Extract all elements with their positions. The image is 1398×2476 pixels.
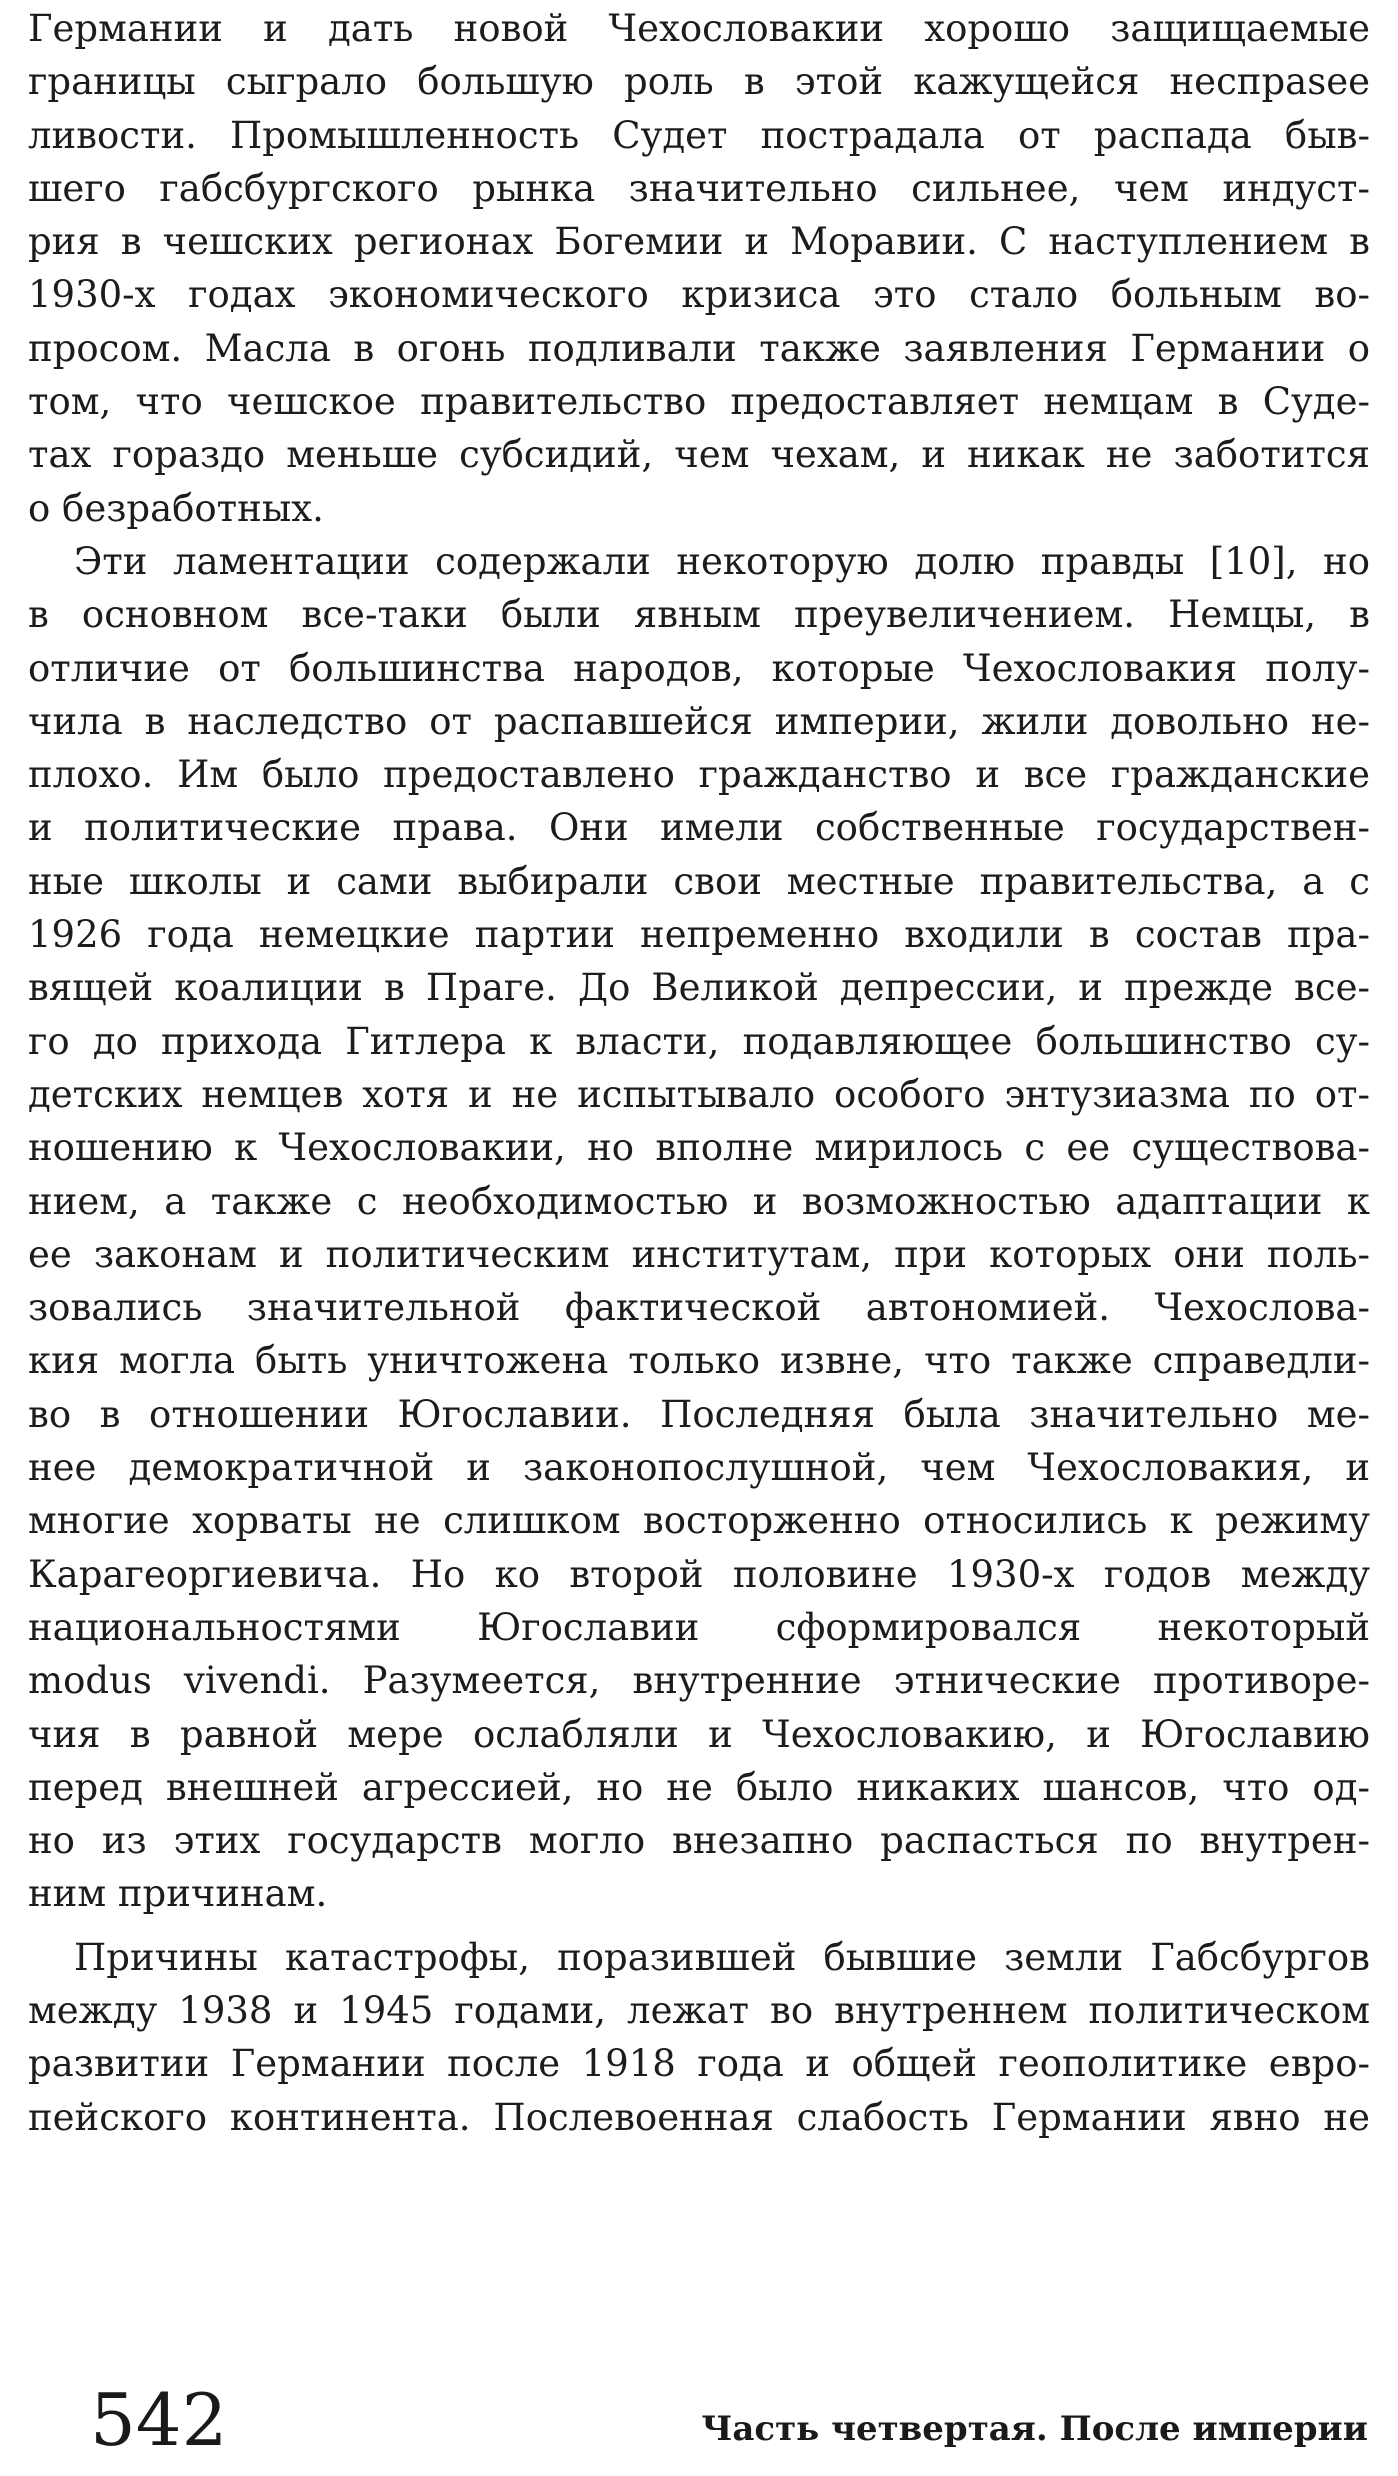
text-line: нием, а также с необходимостью и возможностью адаптации к	[28, 1179, 1370, 1223]
text-line: ее законам и политическим институтам, при которых они поль-	[28, 1232, 1370, 1276]
text-line: рия в чешских регионах Богемии и Моравии. С наступлением в	[28, 220, 1370, 264]
text-line: 1926 года немецкие партии непременно входили в состав пра-	[28, 913, 1370, 957]
text-line: Эти ламентации содержали некоторую долю правды [10], но	[74, 539, 1370, 583]
text-line: перед внешней агрессией, но не было никаких шансов, что од-	[28, 1765, 1370, 1809]
text-line: но из этих государств могло внезапно распасться по внутрен-	[28, 1819, 1370, 1863]
text-line: и политические права. Они имели собственные государствен-	[28, 806, 1370, 850]
text-line: том, что чешское правительство предоставляет немцам в Суде-	[28, 380, 1370, 424]
text-line: ношению к Чехословакии, но вполне мирилось с ее существова-	[28, 1126, 1370, 1170]
text-line: чия в равной мере ослабляли и Чехословакию, и Югославию	[28, 1712, 1370, 1756]
text-line: вящей коалиции в Праге. До Великой депрессии, и прежде все-	[28, 966, 1370, 1010]
text-line: плохо. Им было предоставлено гражданство и все гражданские	[28, 753, 1370, 797]
text-line: Германии и дать новой Чехословакии хорошо защищаемые	[28, 7, 1370, 50]
text-line: Причины катастрофы, поразившей бывшие земли Габсбургов	[74, 1935, 1370, 1979]
text-line: просом. Масла в огонь подливали также заявления Германии о	[28, 326, 1370, 370]
body-text	[28, 2, 1370, 2144]
text-line: многие хорваты не слишком восторженно относились к режиму	[28, 1499, 1370, 1543]
text-line: о безработных.	[28, 486, 324, 530]
text-line: отличие от большинства народов, которые Чехословакия полу-	[28, 646, 1370, 690]
text-line: границы сыграло большую роль в этой кажущейся неспраsee	[28, 60, 1370, 104]
text-line: тах гораздо меньше субсидий, чем чехам, и никак не заботится	[28, 433, 1370, 477]
text-line: ные школы и сами выбирали свои местные правительства, а с	[28, 859, 1370, 903]
text-line: между 1938 и 1945 годами, лежат во внутреннем политическом	[28, 1988, 1370, 2032]
text-line: ливости. Промышленность Судет пострадала от распада быв-	[28, 113, 1370, 157]
text-line: пейского континента. Послевоенная слабость Германии явно не	[28, 2095, 1370, 2139]
text-line: modus vivendi. Разумеется, внутренние этнические противоре-	[28, 1659, 1370, 1703]
text-line: в основном все-таки были явным преувеличением. Немцы, в	[28, 593, 1370, 637]
text-line: го до прихода Гитлера к власти, подавляющее большинство су-	[28, 1019, 1370, 1063]
page-number: 542	[90, 2378, 228, 2462]
text-line: чила в наследство от распавшейся империи, жили довольно не-	[28, 699, 1370, 743]
text-line: национальностями Югославии сформировался некоторый	[28, 1605, 1370, 1649]
text-line: ним причинам.	[28, 1872, 328, 1916]
text-line: детских немцев хотя и не испытывало особого энтузиазма по от-	[28, 1072, 1370, 1116]
paragraph-gap	[28, 1921, 1370, 1931]
text-line: шего габсбургского рынка значительно сильнее, чем индуст-	[28, 166, 1370, 210]
text-line: кия могла быть уничтожена только извне, что также справедли-	[28, 1339, 1370, 1383]
text-line: во в отношении Югославии. Последняя была значительно ме-	[28, 1392, 1370, 1436]
text-line: зовались значительной фактической автономией. Чехослова-	[28, 1286, 1370, 1330]
page-footer	[0, 2380, 1398, 2460]
text-line: нее демократичной и законопослушной, чем Чехословакия, и	[28, 1446, 1370, 1490]
running-title: Часть четвертая. После империи	[701, 2409, 1368, 2449]
text-line: Карагеоргиевича. Но ко второй половине 1930-х годов между	[28, 1552, 1370, 1596]
text-line: развитии Германии после 1918 года и общей геополитике евро-	[28, 2042, 1370, 2086]
text-line: 1930-х годах экономического кризиса это стало больным во-	[28, 273, 1370, 317]
